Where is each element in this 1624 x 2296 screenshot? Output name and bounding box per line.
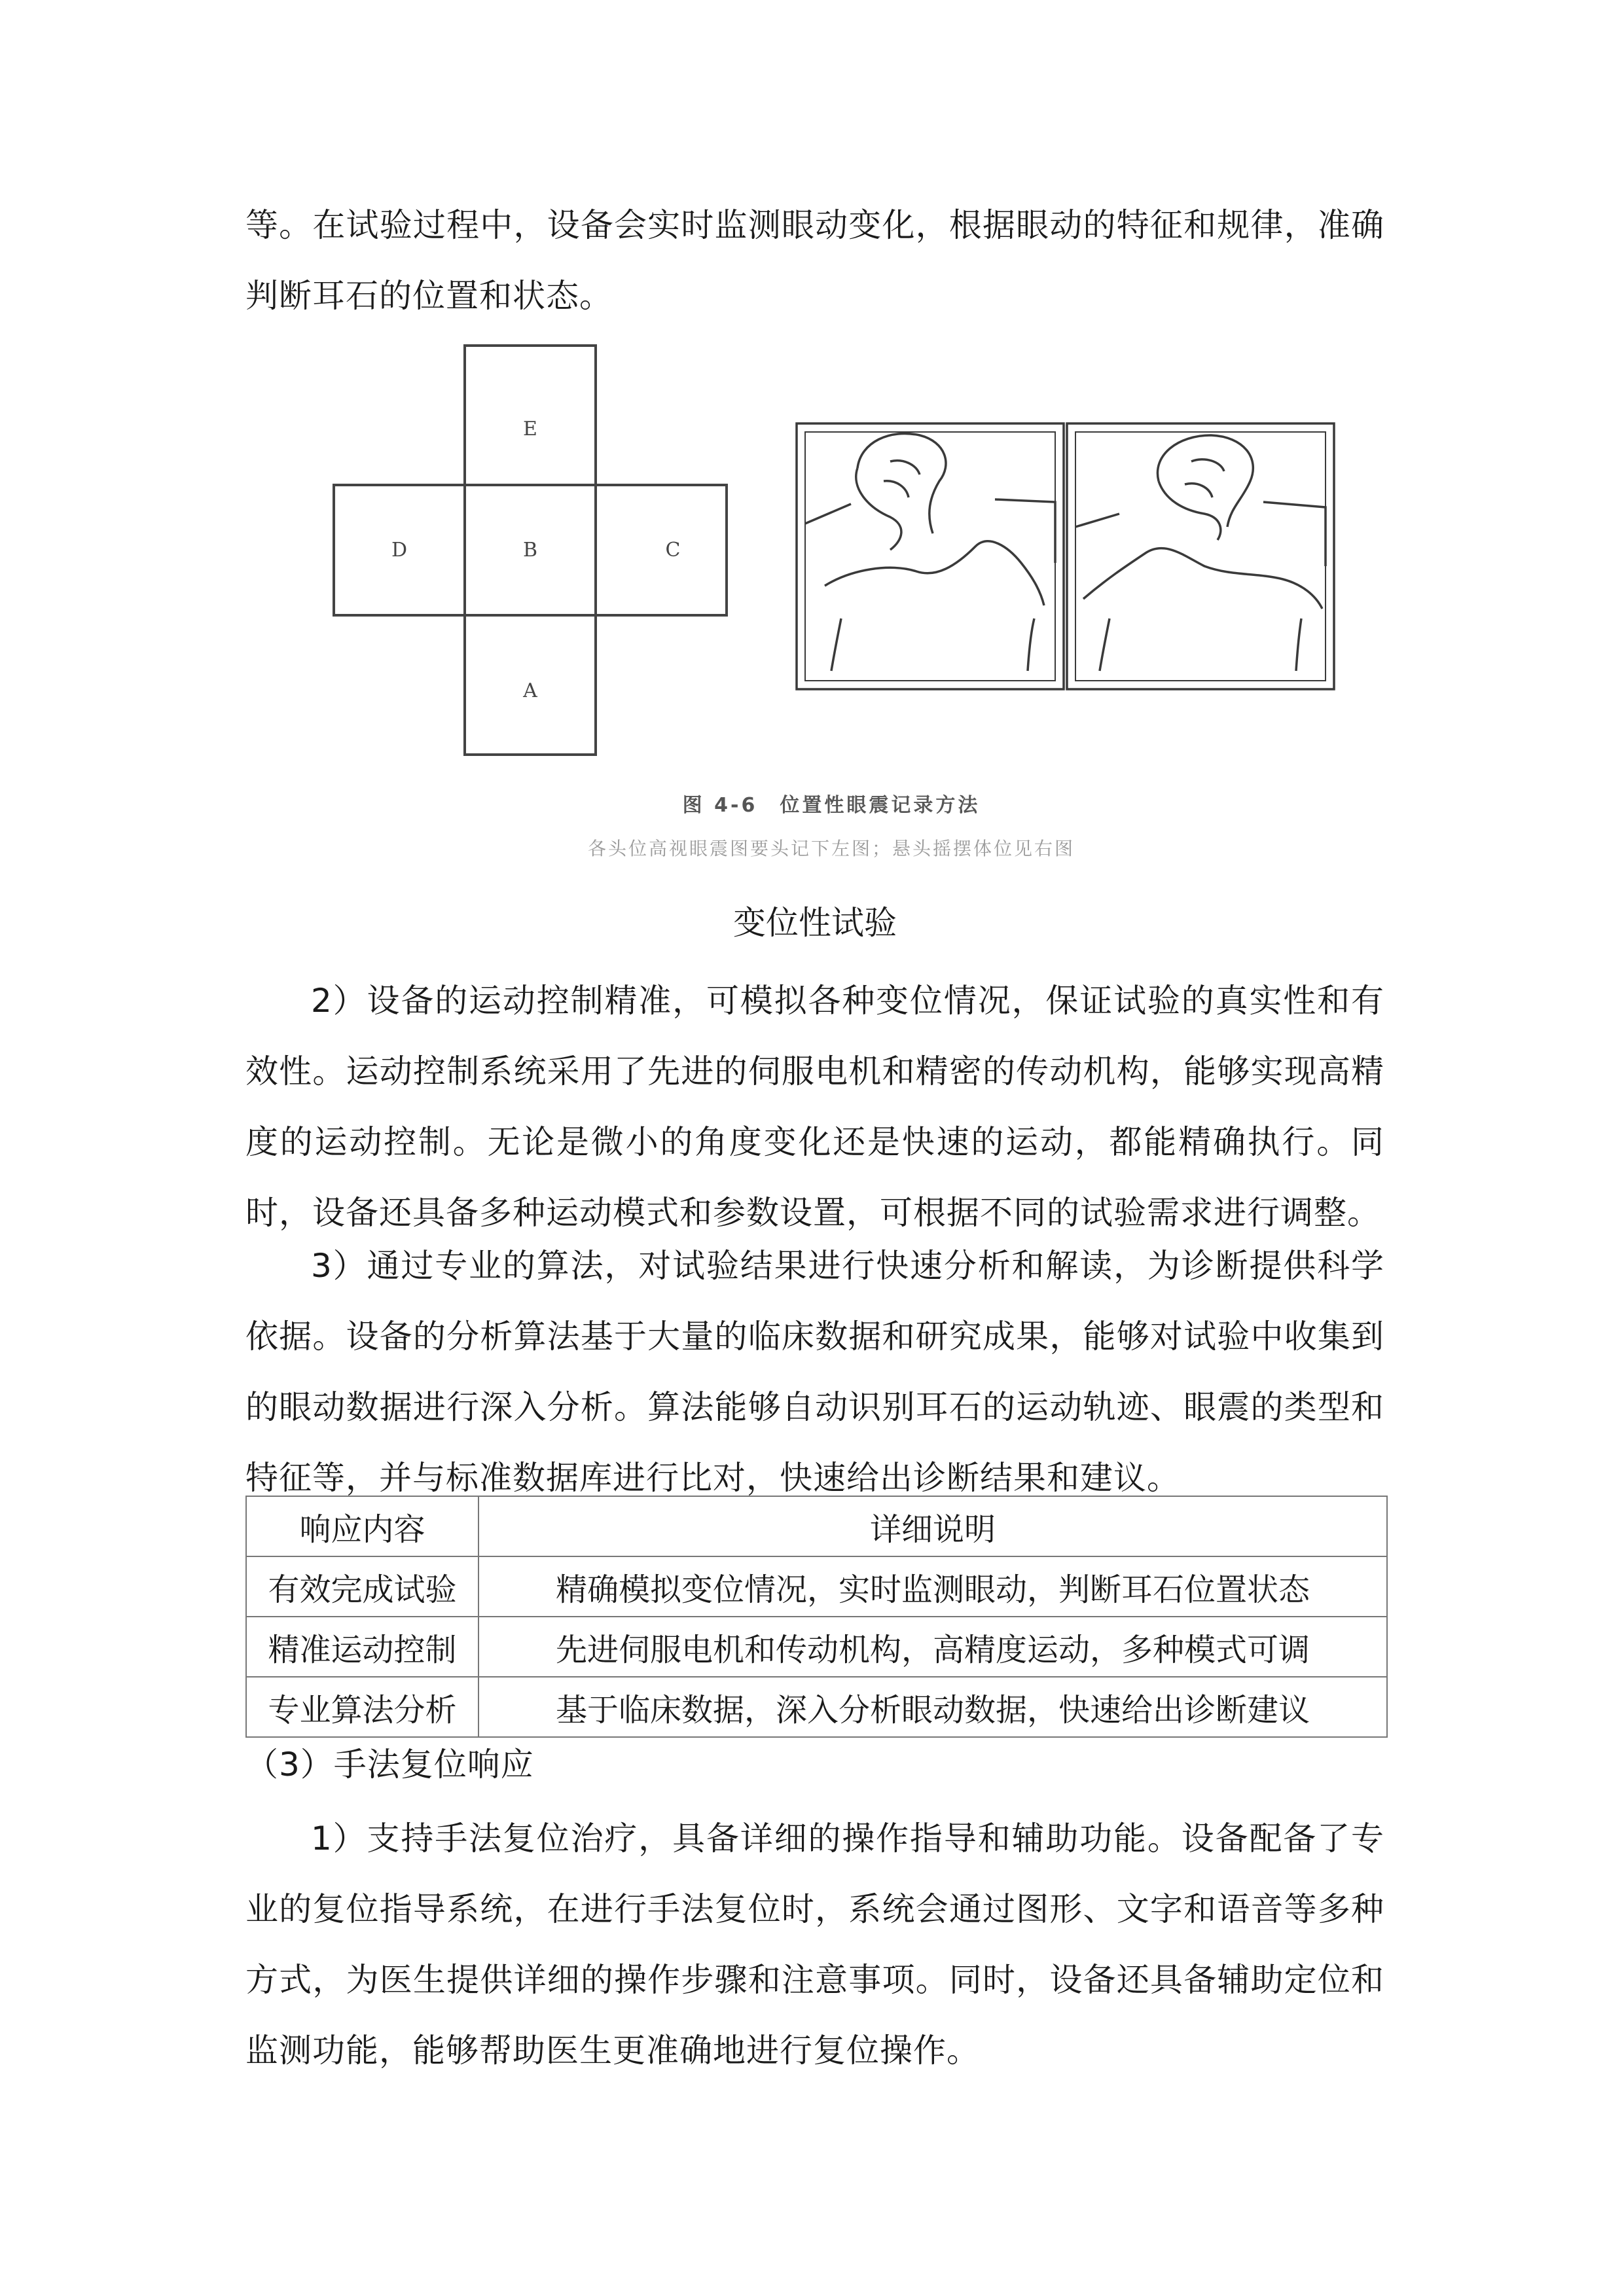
paragraph-manual-reduction: 1）支持手法复位治疗，具备详细的操作指导和辅助功能。设备配备了专业的复位指导系统，在进行手法复位时，系统会通过图形、文字和语音等多种方式，为医生提供详细的操作步骤和注意事项。同时，设备还具备辅助定位和监测功能，能够帮助医生更准确地进行复位操作。	[245, 1820, 1384, 2070]
table-row	[246, 1617, 1387, 1677]
figure-drawing	[314, 331, 1348, 782]
paragraph-motion-control: 2）设备的运动控制精准，可模拟各种变位情况，保证试验的真实性和有效性。运动控制系统采用了先进的伺服电机和精密的传动机构，能够实现高精度的运动控制。无论是微小的角度变化还是快速的运动，都能精确执行。同时，设备还具备多种运动模式和参数设置，可根据不同的试验需求进行调整。	[245, 982, 1384, 1232]
figure-title: 图 4-6 位置性眼震记录方法	[682, 794, 981, 817]
cell-c	[596, 485, 727, 615]
table-cell: 精准运动控制	[246, 1617, 478, 1677]
figure-positional-nystagmus	[314, 331, 1348, 874]
table-cell: 有效完成试验	[246, 1556, 478, 1617]
section-heading: （3）手法复位响应	[245, 1746, 534, 1784]
table-cell: 基于临床数据，深入分析眼动数据，快速给出诊断建议	[478, 1677, 1387, 1737]
head-panel-left	[797, 423, 1064, 689]
label-c: C	[665, 539, 681, 562]
table-cell: 精确模拟变位情况，实时监测眼动，判断耳石位置状态	[478, 1556, 1387, 1617]
table-row	[246, 1677, 1387, 1737]
label-d: D	[391, 539, 408, 562]
table-header-row	[246, 1496, 1387, 1556]
paragraph-intro: 等。在试验过程中，设备会实时监测眼动变化，根据眼动的特征和规律，准确判断耳石的位置和状态。	[245, 206, 1384, 315]
table-header-cell: 响应内容	[246, 1496, 478, 1556]
figure-subtitle: 各头位高视眼震图要头记下左图；悬头摇摆体位见右图	[587, 838, 1075, 859]
label-e: E	[523, 418, 537, 440]
figure-caption: 变位性试验	[733, 904, 897, 942]
table-cell: 先进伺服电机和传动机构，高精度运动，多种模式可调	[478, 1617, 1387, 1677]
table-header-cell: 详细说明	[478, 1496, 1387, 1556]
cell-e	[465, 346, 596, 485]
paragraph-algorithm: 3）通过专业的算法，对试验结果进行快速分析和解读，为诊断提供科学依据。设备的分析算法基于大量的临床数据和研究成果，能够对试验中收集到的眼动数据进行深入分析。算法能够自动识别耳石的运动轨迹、眼震的类型和特征等，并与标准数据库进行比对，快速给出诊断结果和建议。	[245, 1247, 1384, 1497]
label-a: A	[523, 679, 537, 702]
table-row	[246, 1556, 1387, 1617]
head-panel-right	[1067, 423, 1334, 689]
response-table	[245, 1496, 1388, 1738]
table-cell: 专业算法分析	[246, 1677, 478, 1737]
label-b: B	[522, 539, 538, 562]
